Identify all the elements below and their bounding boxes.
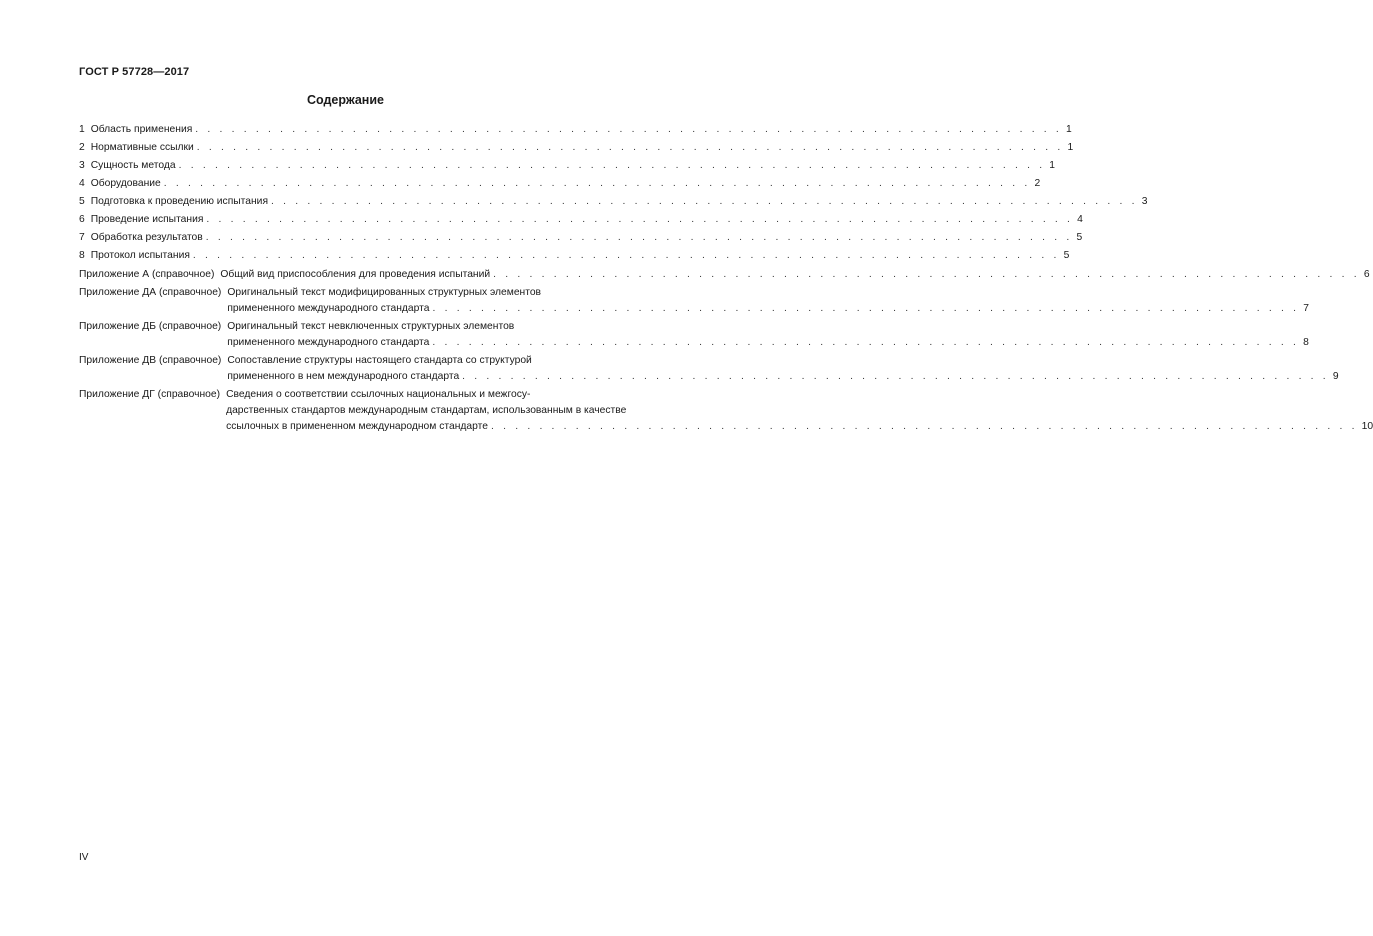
appendix-label: Приложение ДА (справочное) [79, 287, 222, 298]
toc-entry-page: 2 [1034, 178, 1041, 189]
toc-entry-number: 3 [79, 160, 85, 171]
table-of-contents [79, 121, 1373, 435]
appendix-label: Приложение ДВ (справочное) [79, 355, 222, 366]
appendix-title-text: примененного международного стандарта [227, 337, 430, 348]
appendix-label: Приложение А (справочное) [79, 269, 215, 280]
appendix-body [227, 319, 1309, 351]
toc-entry-number: 6 [79, 214, 85, 225]
appendix-title-line [227, 319, 615, 335]
dot-leader: . . . . . . . . . . . . . . . . . . . . . . . . . . . . . . . . . . . . . . . . . . . . . . . . . . . . . . . . . . . . . . . . . . . . . . . . [462, 371, 1329, 382]
dot-leader: . . . . . . . . . . . . . . . . . . . . . . . . . . . . . . . . . . . . . . . . . . . . . . . . . . . . . . . . . . . . . . . . . . . . . . . . [490, 421, 1358, 432]
appendix-title-line [226, 403, 627, 419]
standard-code-header: ГОСТ Р 57728—2017 [79, 66, 190, 78]
page-number: IV [79, 852, 89, 863]
toc-entry-body [90, 175, 1041, 193]
appendix-title-text: Сопоставление структуры настоящего стандарта со структурой [227, 355, 532, 366]
dot-leader: . . . . . . . . . . . . . . . . . . . . . . . . . . . . . . . . . . . . . . . . . . . . . . . . . . . . . . . . . . . . . . . . . . . . . . . . [192, 250, 1060, 261]
toc-entry-title: Протокол испытания [90, 250, 190, 261]
dot-leader: . . . . . . . . . . . . . . . . . . . . . . . . . . . . . . . . . . . . . . . . . . . . . . . . . . . . . . . . . . . . . . . . . . . . . . . . [205, 232, 1073, 243]
appendix-label: Приложение ДБ (справочное) [79, 321, 222, 332]
toc-entry[interactable] [79, 139, 1074, 157]
toc-entry-body [90, 139, 1074, 157]
toc-entry-number: 8 [79, 250, 85, 261]
toc-entry[interactable] [79, 157, 1056, 175]
appendix-title-text: примененного международного стандарта [227, 303, 430, 314]
appendix-title-line [227, 369, 1339, 385]
appendix-page: 7 [1303, 303, 1309, 314]
toc-entry-page: 5 [1076, 232, 1083, 243]
toc-entry-body [90, 229, 1083, 247]
dot-leader: . . . . . . . . . . . . . . . . . . . . . . . . . . . . . . . . . . . . . . . . . . . . . . . . . . . . . . . . . . . . . . . . . . . . . . . . [163, 178, 1031, 189]
toc-entry-line [90, 157, 1056, 175]
appendix-body [227, 353, 1339, 385]
toc-entry-page: 1 [1066, 124, 1072, 135]
toc-entry-line [90, 211, 1083, 229]
toc-entry[interactable] [79, 229, 1083, 247]
appendix-title-line [227, 353, 615, 369]
toc-entry-line [90, 139, 1074, 157]
appendix-title-text: Сведения о соответствии ссылочных национальных и межгосу- [226, 389, 531, 400]
toc-entry-line [90, 229, 1083, 247]
toc-entry-number: 4 [79, 178, 85, 189]
toc-entry[interactable] [79, 247, 1070, 265]
appendix-title-text: дарственных стандартов международным стандартам, использованным в качестве [226, 405, 627, 416]
toc-appendix-entry[interactable] [79, 267, 1370, 283]
toc-entry-page: 1 [1049, 160, 1056, 171]
toc-entry-page: 5 [1063, 250, 1070, 261]
appendix-title-line [227, 335, 1309, 351]
toc-entry-body [90, 157, 1056, 175]
appendix-body [226, 387, 1373, 435]
toc-entry-number: 5 [79, 196, 85, 207]
toc-appendix-entry[interactable] [79, 285, 1309, 317]
toc-entry-page: 3 [1141, 196, 1148, 207]
appendix-label: Приложение ДГ (справочное) [79, 389, 221, 400]
toc-entry[interactable] [79, 211, 1083, 229]
appendix-title-text: Оригинальный текст невключенных структурных элементов [227, 321, 515, 332]
toc-entry[interactable] [79, 193, 1148, 211]
appendix-title-line [220, 267, 1370, 283]
toc-entry-title: Проведение испытания [90, 214, 204, 225]
dot-leader: . . . . . . . . . . . . . . . . . . . . . . . . . . . . . . . . . . . . . . . . . . . . . . . . . . . . . . . . . . . . . . . . . . . . . . . . [196, 142, 1064, 153]
toc-entry[interactable] [79, 175, 1041, 193]
toc-entry-title: Нормативные ссылки [90, 142, 194, 153]
toc-entry-number: 1 [79, 124, 85, 135]
appendix-title-line [227, 301, 1309, 317]
toc-entry-page: 4 [1077, 214, 1083, 225]
toc-title: Содержание [306, 93, 384, 107]
toc-entry-line [90, 247, 1070, 265]
appendix-title-line [227, 285, 615, 301]
appendix-body [227, 285, 1309, 317]
appendix-title-line [226, 419, 1373, 435]
toc-entry-body [90, 247, 1070, 265]
toc-entry-title: Оборудование [90, 178, 161, 189]
appendix-page: 10 [1361, 421, 1373, 432]
dot-leader: . . . . . . . . . . . . . . . . . . . . . . . . . . . . . . . . . . . . . . . . . . . . . . . . . . . . . . . . . . . . . . . . . . . . . . . . [206, 214, 1074, 225]
toc-appendix-entry[interactable] [79, 387, 1373, 435]
toc-entry-line [90, 175, 1041, 193]
dot-leader: . . . . . . . . . . . . . . . . . . . . . . . . . . . . . . . . . . . . . . . . . . . . . . . . . . . . . . . . . . . . . . . . . . . . . . . . [493, 269, 1360, 280]
dot-leader: . . . . . . . . . . . . . . . . . . . . . . . . . . . . . . . . . . . . . . . . . . . . . . . . . . . . . . . . . . . . . . . . . . . . . . . . [432, 303, 1300, 314]
toc-entry-number: 7 [79, 232, 85, 243]
toc-appendix-entry[interactable] [79, 319, 1309, 351]
appendix-body [220, 267, 1370, 283]
toc-entry-body [90, 211, 1083, 229]
toc-entry-page: 1 [1067, 142, 1074, 153]
toc-entry-body [90, 193, 1148, 211]
appendix-title-text: Общий вид приспособления для проведения испытаний [220, 269, 491, 280]
toc-entry-line [90, 193, 1148, 211]
toc-entry-title: Подготовка к проведению испытания [90, 196, 269, 207]
dot-leader: . . . . . . . . . . . . . . . . . . . . . . . . . . . . . . . . . . . . . . . . . . . . . . . . . . . . . . . . . . . . . . . . . . . . . . . . [432, 337, 1300, 348]
appendix-title-text: ссылочных в примененном международном стандарте [226, 421, 488, 432]
toc-entry-title: Обработка результатов [90, 232, 203, 243]
dot-leader: . . . . . . . . . . . . . . . . . . . . . . . . . . . . . . . . . . . . . . . . . . . . . . . . . . . . . . . . . . . . . . . . . . . . . . . . [178, 160, 1046, 171]
toc-entry-title: Сущность метода [90, 160, 176, 171]
appendix-title-text: Оригинальный текст модифицированных структурных элементов [227, 287, 542, 298]
toc-entry-number: 2 [79, 142, 85, 153]
toc-entry-body [90, 121, 1072, 139]
toc-entry-line [90, 121, 1072, 139]
toc-entry[interactable] [79, 121, 1072, 139]
appendix-title-line [226, 387, 615, 403]
dot-leader: . . . . . . . . . . . . . . . . . . . . . . . . . . . . . . . . . . . . . . . . . . . . . . . . . . . . . . . . . . . . . . . . . . . . . . . . [271, 196, 1138, 207]
appendix-page: 9 [1332, 371, 1339, 382]
appendix-page: 6 [1363, 269, 1370, 280]
toc-appendix-entry[interactable] [79, 353, 1339, 385]
appendix-page: 8 [1303, 337, 1309, 348]
toc-entry-title: Область применения [90, 124, 193, 135]
appendix-title-text: примененного в нем международного стандарта [227, 371, 460, 382]
dot-leader: . . . . . . . . . . . . . . . . . . . . . . . . . . . . . . . . . . . . . . . . . . . . . . . . . . . . . . . . . . . . . . . . . . . . . . . . [195, 124, 1062, 135]
